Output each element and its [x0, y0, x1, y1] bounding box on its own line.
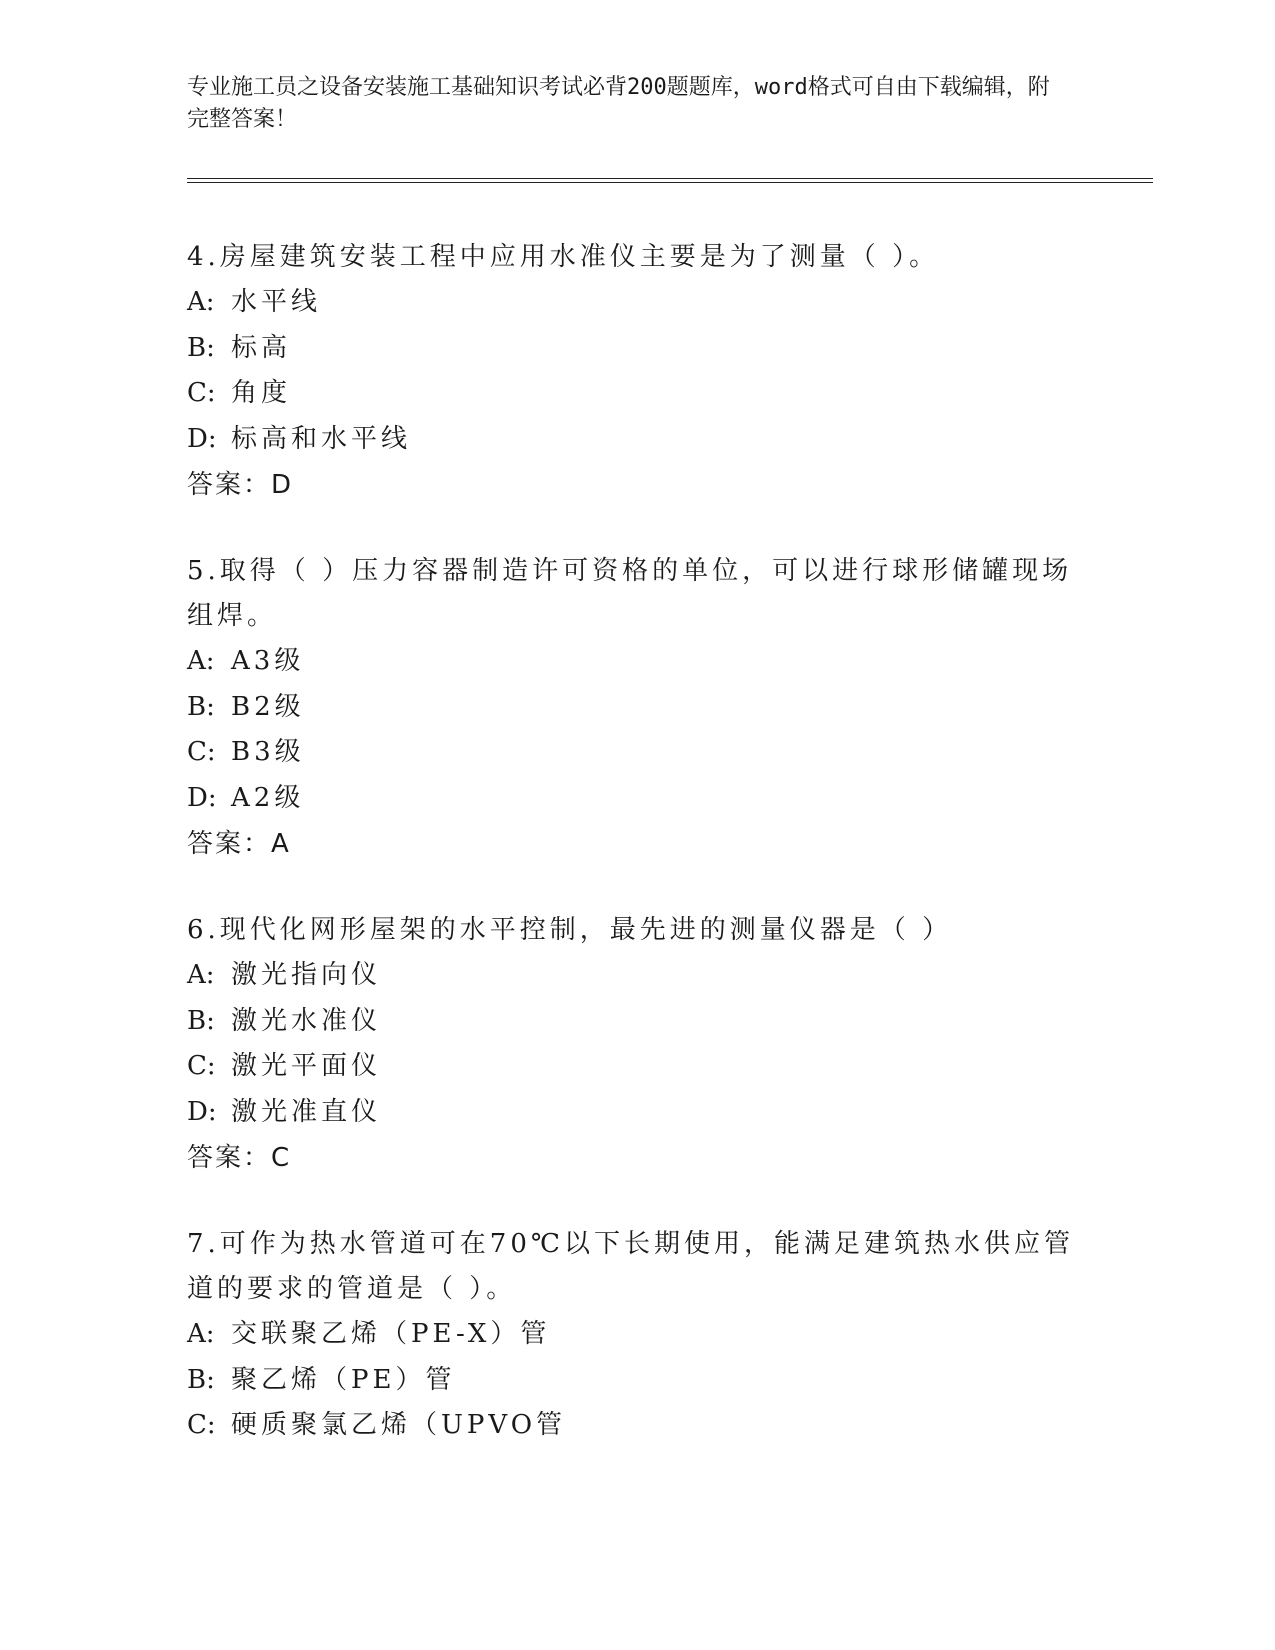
option-letter: D: — [187, 1096, 217, 1127]
option-text: 水平线 — [231, 287, 322, 317]
option-a — [187, 953, 1087, 999]
option-letter: C: — [187, 378, 216, 408]
question-list — [187, 235, 1087, 1490]
option-d — [187, 417, 1087, 463]
option-text: B3级 — [231, 737, 305, 767]
option-c — [187, 371, 1087, 417]
option-letter: C: — [187, 737, 216, 767]
option-a — [187, 1312, 1087, 1358]
option-text: 激光指向仪 — [231, 960, 382, 990]
option-text: 激光准直仪 — [231, 1096, 382, 1127]
option-text: B2级 — [231, 691, 305, 722]
question-text: 4.房屋建筑安装工程中应用水准仪主要是为了测量（ ）。 — [187, 242, 940, 272]
answer-line: 答案：C — [187, 1143, 292, 1173]
option-b — [187, 326, 1087, 372]
option-letter: B: — [187, 1005, 215, 1036]
option-letter: A: — [187, 646, 215, 676]
option-letter: D: — [187, 782, 217, 813]
option-letter: B: — [187, 691, 215, 722]
option-b — [187, 685, 1087, 731]
option-text: 激光平面仪 — [231, 1051, 382, 1081]
option-text: 交联聚乙烯（PE-X）管 — [231, 1319, 551, 1349]
option-c — [187, 730, 1087, 776]
option-text: 标高 — [231, 332, 292, 363]
question-text: 7.可作为热水管道可在70℃以下长期使用，能满足建筑热水供应管道的要求的管道是（ ）。 — [187, 1229, 1074, 1304]
option-text: 标高和水平线 — [231, 423, 412, 454]
option-text: A3级 — [231, 646, 305, 676]
question-7 — [187, 1222, 1087, 1449]
question-5 — [187, 549, 1087, 867]
option-a — [187, 639, 1087, 685]
option-text: 角度 — [231, 378, 292, 408]
option-b — [187, 999, 1087, 1045]
option-letter: C: — [187, 1410, 216, 1440]
option-text: A2级 — [231, 782, 305, 813]
option-text: 硬质聚氯乙烯（UPVO管 — [231, 1410, 567, 1440]
option-letter: A: — [187, 287, 215, 317]
option-letter: D: — [187, 423, 217, 454]
option-letter: B: — [187, 1364, 215, 1395]
option-d — [187, 776, 1087, 822]
option-d — [187, 1090, 1087, 1136]
document-header — [187, 72, 1067, 136]
option-letter: C: — [187, 1051, 216, 1081]
option-letter: B: — [187, 332, 215, 363]
option-letter: A: — [187, 1319, 215, 1349]
option-letter: A: — [187, 960, 215, 990]
question-4 — [187, 235, 1087, 508]
question-text: 6.现代化网形屋架的水平控制，最先进的测量仪器是（ ） — [187, 915, 953, 945]
question-text: 5.取得（ ）压力容器制造许可资格的单位，可以进行球形储罐现场组焊。 — [187, 556, 1073, 631]
option-c — [187, 1403, 1087, 1449]
option-c — [187, 1044, 1087, 1090]
header-double-rule — [187, 178, 1153, 183]
answer-line: 答案：D — [187, 470, 294, 500]
option-b — [187, 1358, 1087, 1404]
question-6 — [187, 908, 1087, 1181]
document-title: 专业施工员之设备安装施工基础知识考试必背200题题库，word格式可自由下载编辑，附完整答案！ — [187, 75, 1050, 132]
option-text: 聚乙烯（PE）管 — [231, 1364, 456, 1395]
answer-line: 答案：A — [187, 829, 291, 859]
option-a — [187, 280, 1087, 326]
option-text: 激光水准仪 — [231, 1005, 382, 1036]
